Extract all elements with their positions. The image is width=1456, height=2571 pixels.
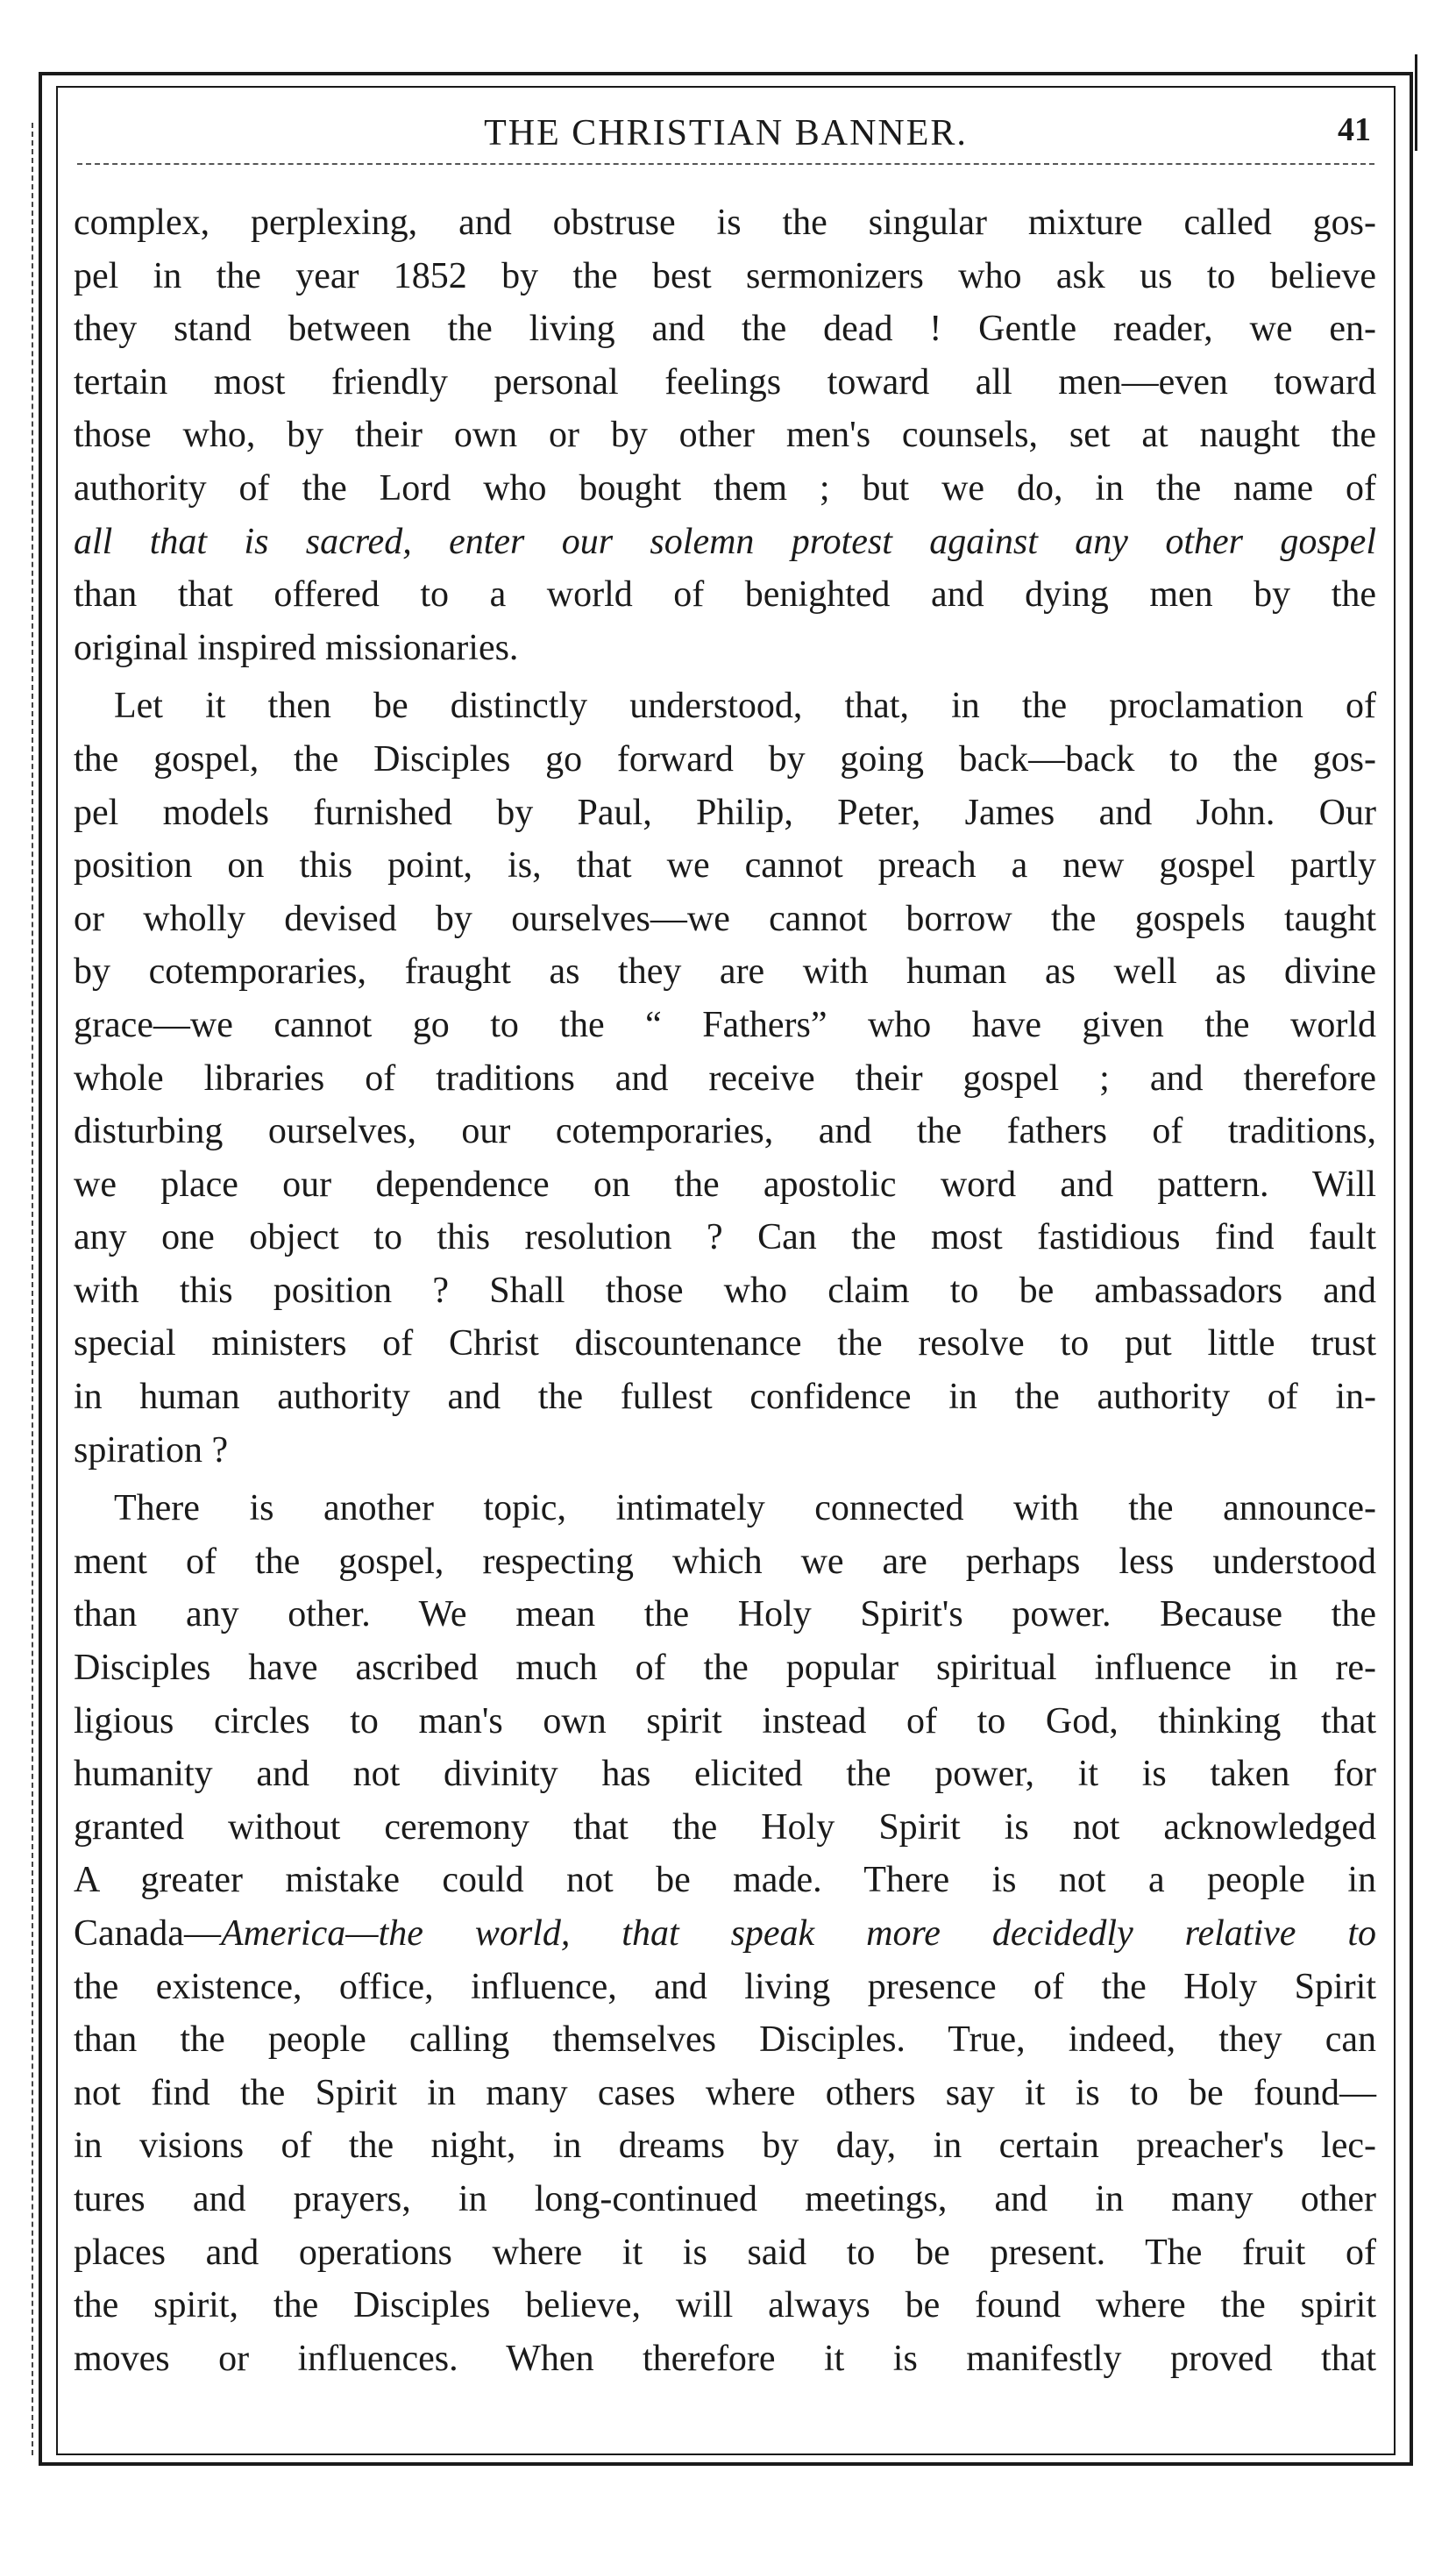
- text-line: complex, perplexing, and obstruse is the singular mixture called gos-: [74, 203, 1376, 243]
- text-line-mixed: [74, 1907, 1376, 1961]
- paragraph: [74, 1482, 1376, 2385]
- page: [70, 98, 1381, 2445]
- text-line: than the people calling themselves Disciples. True, indeed, they can: [74, 2019, 1376, 2061]
- text-line: grace—we cannot go to the “ Fathers” who have given the world: [74, 1004, 1376, 1045]
- paragraph: [74, 196, 1376, 674]
- text-line: authority of the Lord who bought them ; but we do, in the name of: [74, 467, 1376, 509]
- text-line: in visions of the night, in dreams by day, in certain preacher's lec-: [74, 2126, 1376, 2167]
- text-line: humanity and not divinity has elicited the power, it is taken for: [74, 1754, 1376, 1795]
- text-line: they stand between the living and the dead ! Gentle reader, we en-: [74, 309, 1376, 350]
- text-line: pel models furnished by Paul, Philip, Peter, James and John. Our: [74, 792, 1376, 833]
- italic-text: America—the world, that speak more decidedly relative to: [220, 1913, 1376, 1954]
- text-line: ment of the gospel, respecting which we are perhaps less understood: [74, 1541, 1376, 1582]
- text-line: the spirit, the Disciples believe, will always be found where the spirit: [74, 2285, 1376, 2326]
- left-margin-rule: [32, 123, 33, 2455]
- text-line: ligious circles to man's own spirit instead of to God, thinking that: [74, 1700, 1376, 1741]
- text-line: spiration ?: [74, 1429, 229, 1471]
- text-line: granted without ceremony that the Holy Spirit is not acknowledged: [74, 1806, 1376, 1848]
- text-line: in human authority and the fullest confidence in the authority of in-: [74, 1377, 1376, 1418]
- text-line: with this position ? Shall those who claim to be ambassadors and: [74, 1270, 1376, 1311]
- text-line: those who, by their own or by other men's counsels, set at naught the: [74, 415, 1376, 456]
- text-line: Let it then be distinctly understood, that, in the proclamation of: [114, 686, 1376, 727]
- text-line: tures and prayers, in long-continued meetings, and in many other: [74, 2178, 1376, 2219]
- text-line: whole libraries of traditions and receive their gospel ; and therefore: [74, 1058, 1376, 1099]
- text-line: any one object to this resolution ? Can the most fastidious find fault: [74, 1217, 1376, 1258]
- text-line: than that offered to a world of benighted and dying men by the: [74, 574, 1376, 616]
- corner-mark: [1415, 54, 1426, 151]
- text-line: tertain most friendly personal feelings toward all men—even toward: [74, 361, 1376, 402]
- text-line: moves or influences. When therefore it is manifestly proved that: [74, 2338, 1376, 2379]
- running-head: [70, 98, 1381, 161]
- text-line: position on this point, is, that we cannot preach a new gospel partly: [74, 845, 1376, 887]
- text-line: the gospel, the Disciples go forward by going back—back to the gos-: [74, 738, 1376, 780]
- page-number: 41: [1338, 111, 1371, 148]
- text-line: we place our dependence on the apostolic word and pattern. Will: [74, 1164, 1376, 1205]
- text-line: A greater mistake could not be made. There is not a people in: [74, 1860, 1376, 1901]
- text-line: original inspired missionaries.: [74, 627, 519, 668]
- text-line-italic: [74, 516, 1376, 569]
- text-line: or wholly devised by ourselves—we cannot borrow the gospels taught: [74, 898, 1376, 939]
- text-line: special ministers of Christ discountenance the resolve to put little trust: [74, 1323, 1376, 1364]
- running-head-title: THE CHRISTIAN BANNER.: [484, 113, 968, 153]
- text-line: not find the Spirit in many cases where others say it is to be found—: [74, 2072, 1376, 2113]
- paragraph: [74, 680, 1376, 1477]
- text-line: disturbing ourselves, our cotemporaries, and the fathers of traditions,: [74, 1111, 1376, 1152]
- text-line: places and operations where it is said to be present. The fruit of: [74, 2232, 1376, 2273]
- text-line: Disciples have ascribed much of the popular spiritual influence in re-: [74, 1648, 1376, 1689]
- italic-text: all that is sacred, enter our solemn protest against any other gospel: [74, 521, 1376, 562]
- header-rule: [77, 163, 1374, 165]
- body-text: [70, 196, 1381, 2385]
- text-line: by cotemporaries, fraught as they are with human as well as divine: [74, 951, 1376, 993]
- text-line: than any other. We mean the Holy Spirit's power. Because the: [74, 1594, 1376, 1635]
- text-line: There is another topic, intimately connected with the announce-: [114, 1488, 1376, 1529]
- roman-text: Canada—: [74, 1913, 221, 1954]
- text-line: the existence, office, influence, and living presence of the Holy Spirit: [74, 1966, 1376, 2007]
- text-line: pel in the year 1852 by the best sermonizers who ask us to believe: [74, 255, 1376, 296]
